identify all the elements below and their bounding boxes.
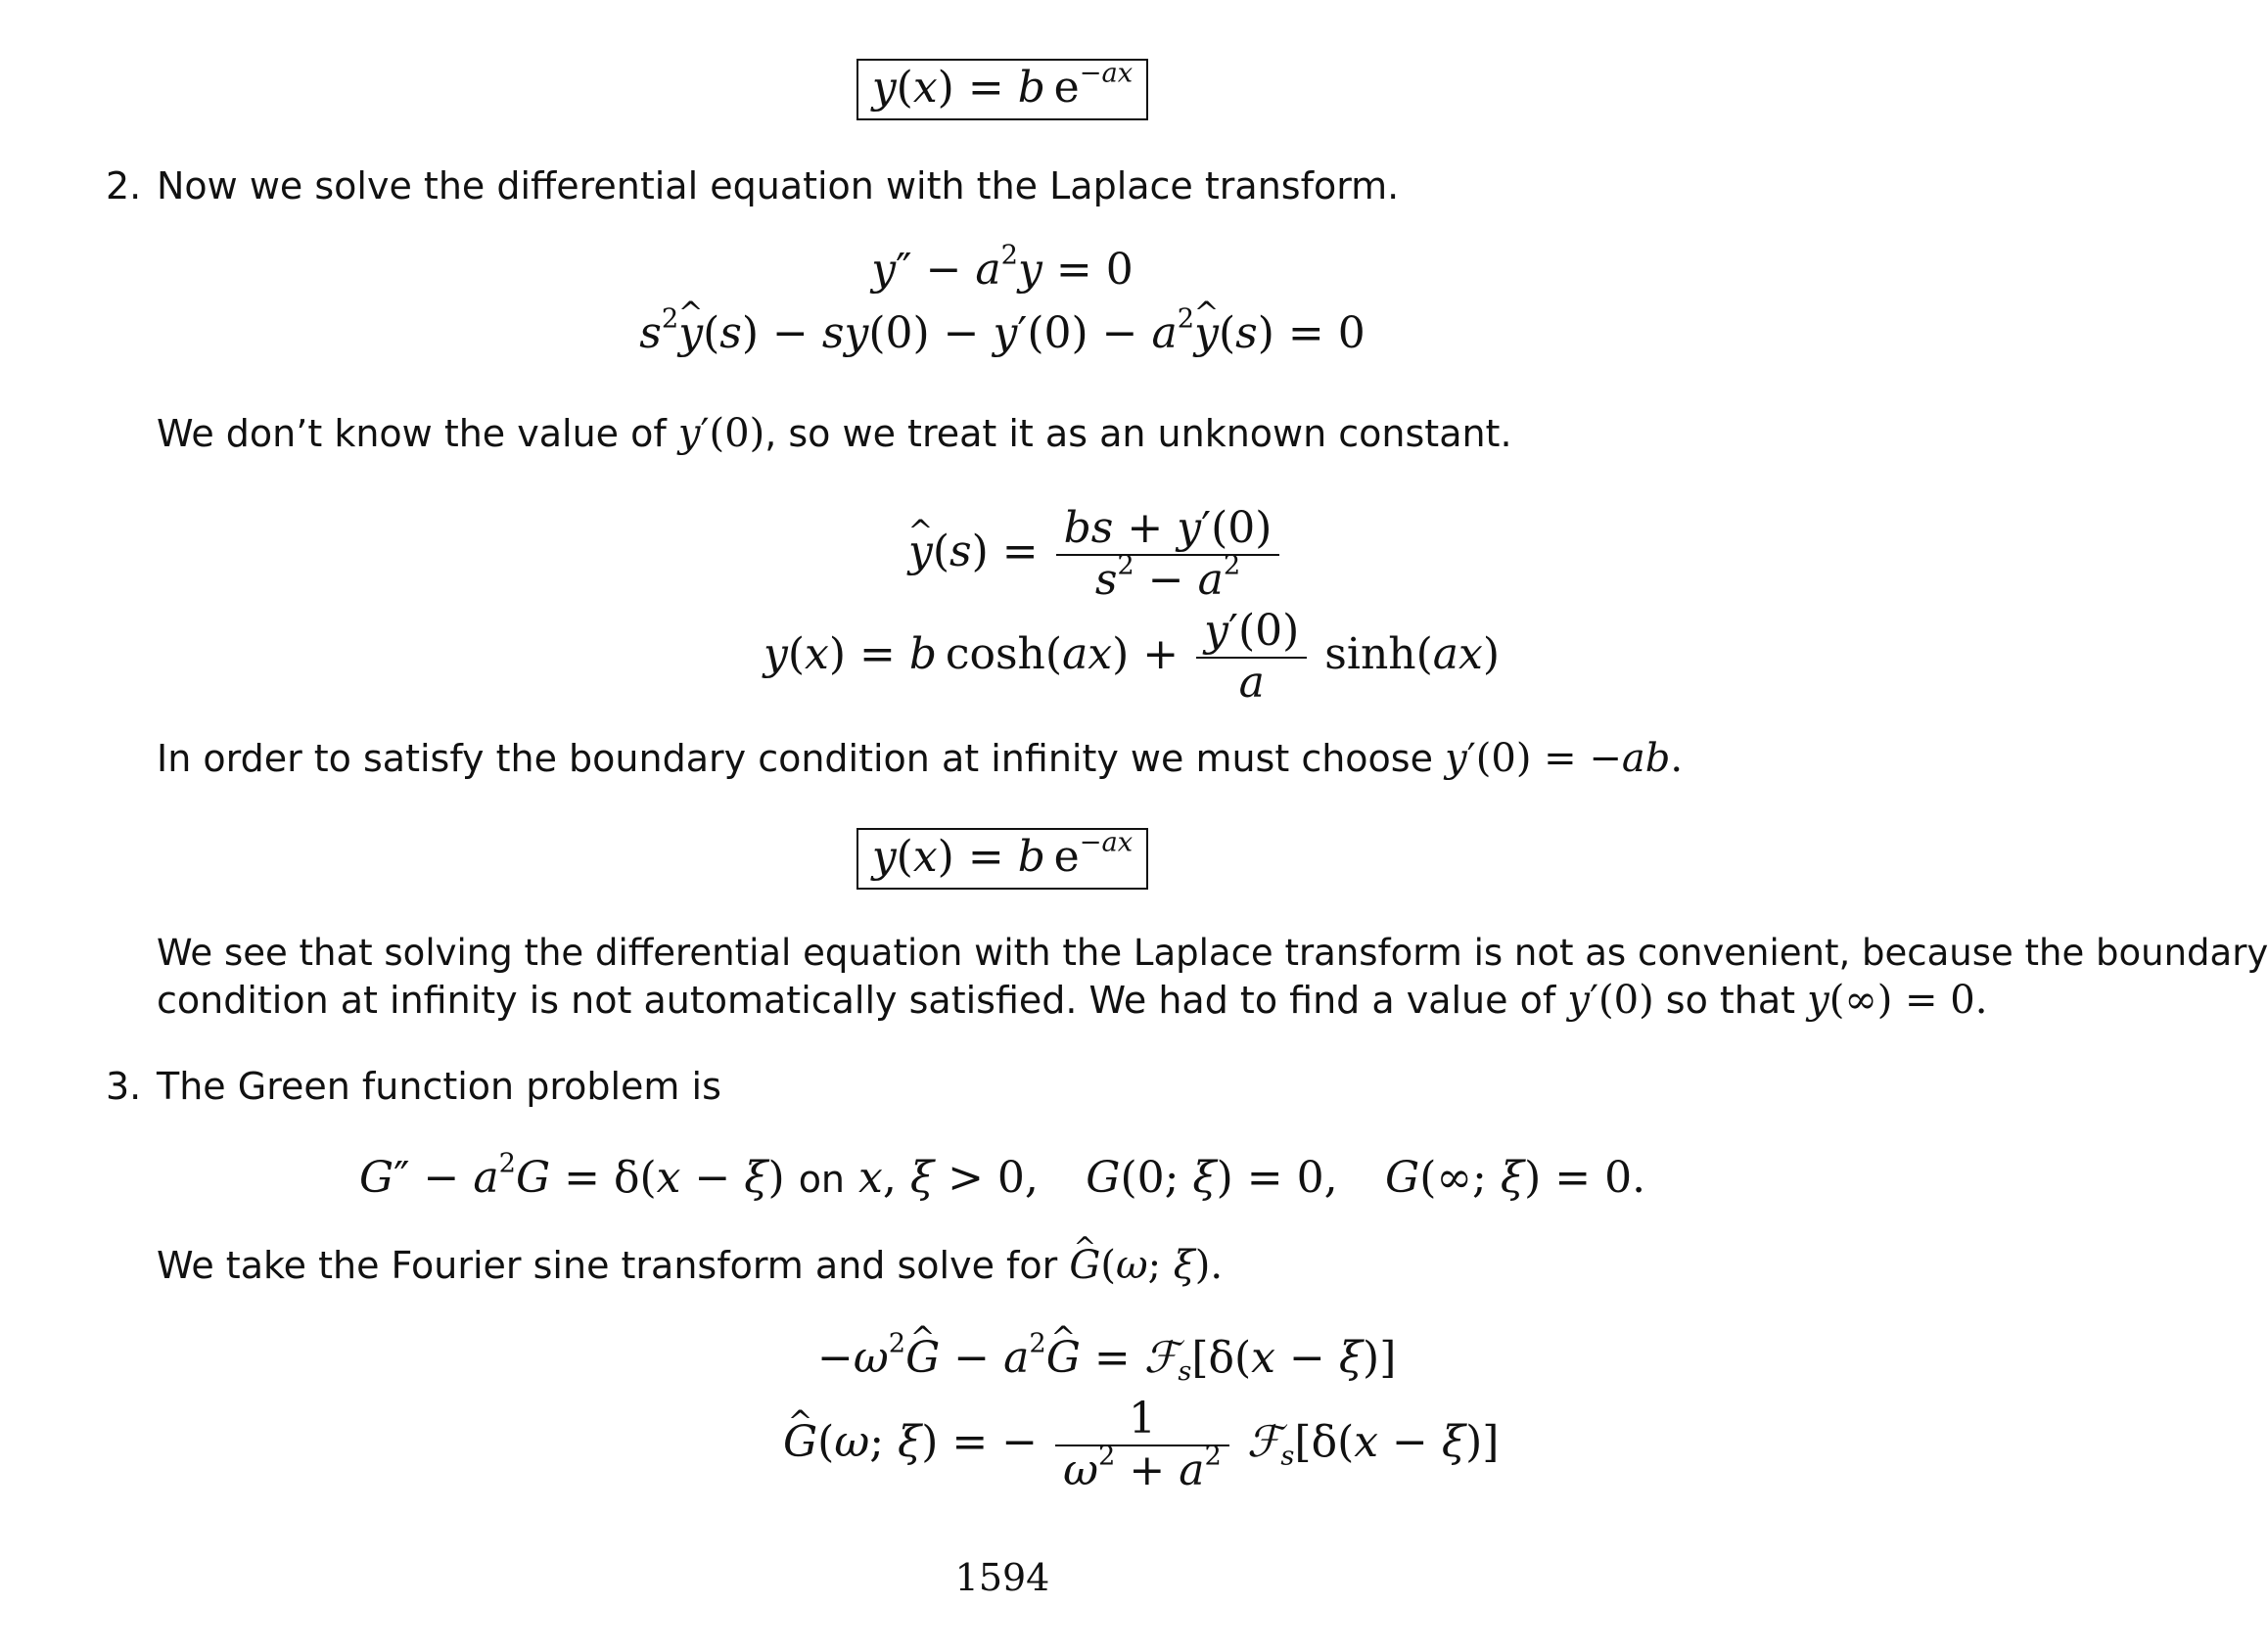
ode-equation: $y'' - a^2y = 0$	[871, 240, 1134, 295]
on-word: on	[798, 1158, 846, 1201]
inverse-laplace-solution: y(x) = b cosh(ax) + $\frac{y'(0)}{a}$ sinh(ax)	[764, 606, 1501, 708]
fourier-solution: ^ G(ω; ξ) = − $\frac{1}{\omega^2 + a^2}$ ℱ$_s$[δ(x − ξ)]	[783, 1395, 1499, 1495]
convenience-line-2-a: condition at infinity is not automatically satisfied. We had to find a value of	[157, 979, 1556, 1022]
step-2-heading	[106, 164, 1399, 207]
boxed-solution-top: y(x) = b $e^{-ax}$	[0, 59, 2005, 120]
step-2-number: 2.	[106, 164, 142, 207]
fourier-intro-lead: We take the Fourier sine transform and solve for	[157, 1244, 1058, 1287]
step-3-intro: The Green function problem is	[157, 1065, 721, 1108]
convenience-paragraph	[157, 930, 2268, 1024]
fourier-transformed-equation: $-\omega^2\^{}$ $G - a^2\^{}$ G = ℱ$_s$[δ(x − ξ)]	[817, 1333, 1396, 1383]
unknown-constant-lead: We don’t know the value of	[157, 412, 667, 455]
fourier-intro-text: We take the Fourier sine transform and solve for ^ G(ω; ξ).	[157, 1243, 1223, 1288]
sinh-coefficient-fraction: $\frac{y'(0)}{a}$	[1196, 607, 1307, 708]
laplace-solution-fraction: $\frac{bs + y'(0)}{s^2 - a^2}$	[1056, 504, 1280, 605]
fourier-solution-fraction: $\frac{1}{\omega^2 + a^2}$	[1055, 1395, 1229, 1495]
boundary-choice-lead: In order to satisfy the boundary condition at infinity we must choose	[157, 737, 1433, 780]
convenience-line-1: We see that solving the differential equation with the Laplace transform is not as convenient, because the boundary	[157, 932, 2268, 974]
laplace-solution: ^ y(s) = $\frac{bs + y'(0)}{s^2 - a^2}$	[908, 504, 1283, 605]
step-2-intro: Now we solve the differential equation with the Laplace transform.	[157, 164, 1400, 207]
laplace-transformed-equation: $s^2\^{}$ $y(s) - sy(0) - y'(0) - a^2\^{}$ y(s) = 0	[0, 308, 2005, 358]
step-3-heading	[106, 1065, 721, 1108]
green-function-problem: $G'' - a^2G = \delta(x - \xi)$ on x, ξ > 0, G(0; ξ) = 0, G(∞; ξ) = 0.	[358, 1148, 1646, 1203]
convenience-line-2: condition at infinity is not automatically satisfied. We had to find a value of y′(0) so that y(∞) = 0.	[157, 978, 1988, 1023]
boundary-choice-text: In order to satisfy the boundary condition at infinity we must choose y′(0) = −ab.	[157, 736, 1684, 781]
page-number: 1594	[954, 1556, 1050, 1599]
convenience-line-2-b: so that	[1665, 979, 1796, 1022]
unknown-constant-text: We don’t know the value of y′(0), so we treat it as an unknown constant.	[157, 411, 1512, 456]
unknown-constant-tail: , so we treat it as an unknown constant.	[764, 412, 1512, 455]
step-3-number: 3.	[106, 1065, 142, 1108]
boxed-solution-bottom: y(x) = b $e^{-ax}$	[0, 828, 2005, 890]
